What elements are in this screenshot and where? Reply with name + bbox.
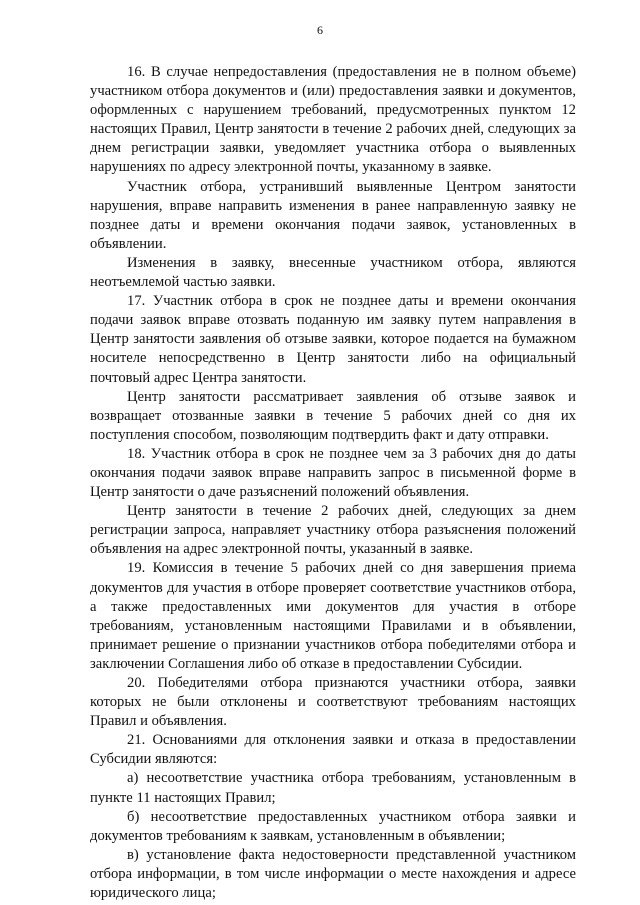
- paragraph-17-review: Центр занятости рассматривает заявления об отзыве заявок и возвращает отозванные заявки в течение 5 рабочих дней со дня их поступления способом, позволяющим подтвердить факт и дату отправки.: [90, 388, 576, 443]
- paragraph-21: 21. Основаниями для отклонения заявки и отказа в предоставлении Субсидии являются:: [90, 732, 576, 768]
- page-number: 6: [317, 23, 323, 37]
- paragraph-21-b: б) несоответствие предоставленных участником отбора заявки и документов требованиям к заявкам, установленным в объявлении;: [90, 808, 576, 844]
- paragraph-20: 20. Победителями отбора признаются участники отбора, заявки которых не были отклонены и соответствуют требованиям настоящих Правил и объявления.: [90, 675, 576, 730]
- paragraph-16-changes: Изменения в заявку, внесенные участником отбора, являются неотъемлемой частью заявки.: [90, 254, 576, 291]
- paragraph-17: 17. Участник отбора в срок не позднее даты и времени окончания подачи заявок вправе отозвать поданную им заявку путем направления в Центр занятости заявления об отзыве заявки, которое подается на бумажном носителе непосредственно в Центр занятости либо на официальный почтовый адрес Центра занятости.: [90, 293, 576, 386]
- paragraph-18-response: Центр занятости в течение 2 рабочих дней, следующих за днем регистрации запроса, направляет участнику отбора разъяснения положений объявления на адрес электронной почты, указанный в заявке.: [90, 503, 576, 558]
- paragraph-16-corrections: Участник отбора, устранивший выявленные Центром занятости нарушения, вправе направить изменения в ранее направленную заявку не позднее даты и времени окончания подачи заявок, установленных в объявлении.: [90, 178, 576, 252]
- paragraph-16: 16. В случае непредоставления (предоставления не в полном объеме) участником отбора документов и (или) предоставления заявки и документов, оформленных с нарушением требований, предусмотренных пунктом 12 настоящих Правил, Центр занятости в течение 2 рабочих дней, следующих за днем регистрации заявки, уведомляет участника отбора о выявленных нарушениях по адресу электронной почты, указанному в заявке.: [90, 64, 576, 176]
- paragraph-18: 18. Участник отбора в срок не позднее чем за 3 рабочих дня до даты окончания подачи заявок вправе направить запрос в письменной форме в Центр занятости о даче разъяснений положений объявления.: [90, 445, 576, 501]
- paragraph-21-v: в) установление факта недостоверности представленной участником отбора информации, в том числе информации о месте нахождения и адресе юридического лица;: [90, 846, 576, 902]
- paragraph-21-a: а) несоответствие участника отбора требованиям, установленным в пункте 11 настоящих Правил;: [90, 770, 576, 806]
- paragraph-19: 19. Комиссия в течение 5 рабочих дней со дня завершения приема документов для участия в отборе проверяет соответствие участников отбора, а также предоставленных ими документов для участия в отборе требованиям, установленным настоящими Правилами и в объявлении, принимает решение о признании участников отбора победителями отбора и заключении Соглашения либо об отказе в предоставлении Субсидии.: [90, 560, 576, 672]
- document-body: [90, 63, 576, 903]
